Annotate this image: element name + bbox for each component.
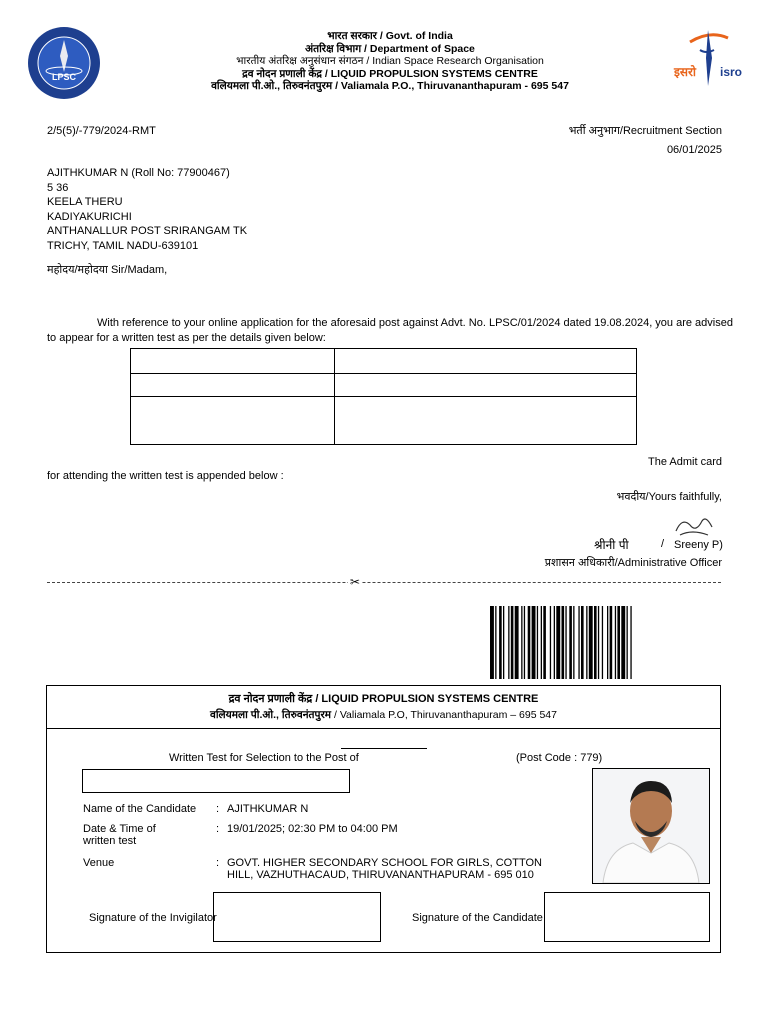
designation: प्रशासन अधिकारी/Administrative Officer xyxy=(544,557,722,569)
barcode-bar xyxy=(602,606,603,679)
barcode-bar xyxy=(508,606,509,679)
venue-label: Venue xyxy=(83,857,115,869)
barcode-bar xyxy=(554,606,555,679)
barcode-bar xyxy=(495,606,496,679)
lpsc-logo-text: LPSC xyxy=(51,72,77,82)
address-line: KADIYAKURICHI xyxy=(47,210,132,223)
table-row-divider xyxy=(131,396,636,397)
barcode-bar xyxy=(543,606,546,679)
barcode-bar xyxy=(598,606,599,679)
barcode-bar xyxy=(550,606,551,679)
header-line-isro: भारतीय अंतरिक्ष अनुसंधान संगठन / Indian Space Research Organisation xyxy=(236,55,544,67)
isro-logo-en: isro xyxy=(720,65,743,79)
barcode-bar xyxy=(528,606,531,679)
post-code: (Post Code : 779) xyxy=(516,752,603,764)
barcode-bar xyxy=(589,606,593,679)
date-time-value: 19/01/2025; 02:30 PM to 04:00 PM xyxy=(227,823,398,835)
barcode-bar xyxy=(532,606,536,679)
admit-card-title: द्रव नोदन प्रणाली केंद्र / LIQUID PROPULSION SYSTEMS CENTRE xyxy=(228,693,539,705)
barcode-bar xyxy=(573,606,574,679)
test-heading: Written Test for Selection to the Post of xyxy=(169,752,359,764)
letterhead xyxy=(160,30,620,93)
append-note: for attending the written test is appended below : xyxy=(47,470,284,482)
barcode-bar xyxy=(581,606,584,679)
invigilator-signature-label: Signature of the Invigilator xyxy=(89,912,217,924)
admit-card-divider xyxy=(47,728,720,729)
barcode-bar xyxy=(537,606,538,679)
salutation: महोदय/महोदया Sir/Madam, xyxy=(47,264,168,276)
subtitle-english: / Valiamala P.O, Thiruvananthapuram – 695 547 xyxy=(334,709,557,721)
barcode-bar xyxy=(621,606,625,679)
admit-card xyxy=(46,685,721,953)
subtitle-hindi: वलियमला पी.ओ., तिरुवनंतपुरम xyxy=(210,709,332,721)
barcode-bar xyxy=(607,606,608,679)
barcode-bar xyxy=(565,606,566,679)
address-line: KEELA THERU xyxy=(47,196,123,209)
recipient-address xyxy=(47,166,247,254)
header-line-address: वलियमला पी.ओ., तिरुवनंतपुरम / Valiamala P.O., Thiruvananthapuram - 695 547 xyxy=(211,80,569,92)
address-line: ANTHANALLUR POST SRIRANGAM TK xyxy=(47,225,248,238)
header-line-lpsc: द्रव नोदन प्रणाली केंद्र / LIQUID PROPULSION SYSTEMS CENTRE xyxy=(242,67,538,80)
row-separator: : xyxy=(216,857,220,869)
admit-card-subtitle xyxy=(47,708,720,722)
venue-value: GOVT. HIGHER SECONDARY SCHOOL FOR GIRLS, COTTON HILL, VAZHUTHACAUD, THIRUVANANTHAPURAM - 695 010 xyxy=(227,857,542,881)
cut-line xyxy=(47,582,721,583)
barcode-bar xyxy=(615,606,616,679)
isro-logo-hindi: इसरो xyxy=(674,65,697,79)
barcode-bar xyxy=(610,606,613,679)
barcode-bar xyxy=(499,606,502,679)
reference-number: 2/5(5)/-779/2024-RMT xyxy=(47,125,156,137)
barcode-bar xyxy=(617,606,620,679)
admit-card-note: The Admit card xyxy=(648,456,722,468)
signatory-name: Sreeny P) xyxy=(674,539,723,551)
barcode-bar xyxy=(627,606,628,679)
signatory-slash: / xyxy=(661,538,665,550)
letter-date: 06/01/2025 xyxy=(666,144,722,156)
barcode xyxy=(488,606,721,679)
row-separator: : xyxy=(216,823,220,835)
scissors-icon: ✂ xyxy=(350,575,361,589)
invigilator-signature-box xyxy=(213,892,381,942)
isro-logo xyxy=(670,28,750,88)
address-line: TRICHY, TAMIL NADU-639101 xyxy=(47,239,199,252)
barcode-bar xyxy=(524,606,525,679)
officer-signature xyxy=(672,513,716,541)
barcode-bar xyxy=(556,606,560,679)
barcode-bar xyxy=(490,606,494,679)
barcode-bar xyxy=(562,606,565,679)
barcode-bar xyxy=(515,606,519,679)
body-paragraph-line1: With reference to your online application for the aforesaid post against Advt. No. LPSC/01/2024 dated 19.08.2024, you are advised xyxy=(97,317,733,329)
barcode-bar xyxy=(594,606,597,679)
barcode-bar xyxy=(586,606,587,679)
candidate-signature-label: Signature of the Candidate xyxy=(412,912,543,924)
row-separator: : xyxy=(216,803,220,815)
section-name: भर्ती अनुभाग/Recruitment Section xyxy=(568,125,722,137)
candidate-photo xyxy=(592,768,710,884)
lpsc-logo xyxy=(27,26,101,100)
body-paragraph-line2: to appear for a written test as per the details given below: xyxy=(47,332,326,344)
header-line-dos: अंतरिक्ष विभाग / Department of Space xyxy=(305,42,475,55)
candidate-name-label: Name of the Candidate xyxy=(83,803,197,815)
barcode-bar xyxy=(521,606,522,679)
closing: भवदीय/Yours faithfully, xyxy=(616,491,722,503)
barcode-bar xyxy=(511,606,514,679)
barcode-bar xyxy=(569,606,572,679)
date-time-label: Date & Time of written test xyxy=(83,823,156,847)
barcode-bar xyxy=(578,606,579,679)
address-line: AJITHKUMAR N (Roll No: 77900467) xyxy=(47,167,230,179)
roll-number-box xyxy=(82,769,350,793)
barcode-bar xyxy=(541,606,542,679)
candidate-name-value: AJITHKUMAR N xyxy=(227,803,309,815)
barcode-bar xyxy=(503,606,504,679)
table-row-divider xyxy=(131,373,636,374)
barcode-bar xyxy=(630,606,631,679)
address-line: 5 36 xyxy=(47,181,69,194)
table-column-divider xyxy=(334,349,335,444)
header-line-govt: भारत सरकार / Govt. of India xyxy=(327,30,453,42)
candidate-signature-box xyxy=(544,892,710,942)
details-table xyxy=(130,348,637,445)
post-name-underline xyxy=(341,748,427,749)
signatory-name-hindi: श्रीनी पी xyxy=(594,538,629,552)
